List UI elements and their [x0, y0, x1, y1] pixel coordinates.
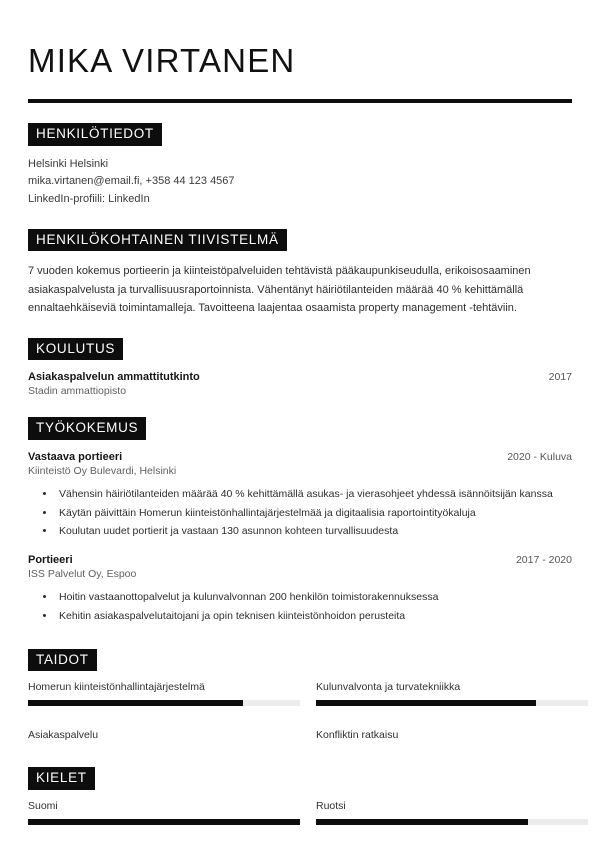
experience-entry-header: [28, 554, 572, 566]
section-personal-info: [28, 123, 572, 209]
skill-label: Kulunvalvonta ja turvatekniikka: [316, 681, 461, 694]
list-item: • Kehitin asiakaspalvelutaitojani ja opin teknisen kiinteistönhoidon perusteita: [56, 608, 572, 625]
skill-progress-fill: [316, 700, 536, 706]
header-divider: [28, 99, 572, 103]
section-heading-personal-info: HENKILÖTIEDOT: [28, 123, 162, 146]
contact-location: Helsinki Helsinki: [28, 157, 109, 170]
language-label: Ruotsi: [316, 799, 346, 812]
experience-entry-title: Portieeri: [28, 554, 73, 567]
section-experience: [28, 417, 572, 624]
languages-grid: [28, 800, 572, 830]
experience-entry-date: 2020 - Kuluva: [507, 450, 572, 463]
skill-item: [316, 681, 588, 706]
page-title: MIKA VIRTANEN: [28, 42, 296, 79]
section-heading-education: KOULUTUS: [28, 338, 123, 361]
skill-item: [28, 681, 300, 706]
skill-progress-bar: [28, 700, 300, 706]
section-heading-summary: HENKILÖKOHTAINEN TIIVISTELMÄ: [28, 229, 287, 252]
experience-entry: [28, 554, 572, 625]
skill-label: Homerun kiinteistönhallintajärjestelmä: [28, 681, 205, 694]
language-progress-bar: [28, 819, 300, 825]
skills-grid: [28, 681, 572, 753]
skill-progress-bar: [316, 700, 588, 706]
section-languages: [28, 767, 572, 830]
experience-entry-bullets: [28, 486, 572, 540]
list-item: • Vähensin häiriötilanteiden määrää 40 % kehittämällä asukas- ja vierasohjeet yhdessä isännöitsijän kanssa: [56, 486, 572, 503]
section-heading-experience: TYÖKOKEMUS: [28, 417, 146, 440]
language-progress-fill: [316, 819, 528, 825]
contact-linkedin: LinkedIn-profiili: LinkedIn: [28, 193, 150, 206]
experience-entry-company: Kiinteistö Oy Bulevardi, Helsinki: [28, 464, 177, 477]
skill-label: Asiakaspalvelu: [28, 729, 99, 742]
skill-item: [28, 729, 300, 748]
experience-entry-title: Vastaava portieeri: [28, 450, 123, 463]
section-skills: [28, 649, 572, 754]
list-item: • Koulutan uudet portierit ja vastaan 130 asunnon kohteen turvallisuudesta: [56, 523, 572, 540]
contact-block: [28, 156, 572, 209]
spacer: [316, 711, 588, 729]
skill-progress-fill: [28, 700, 243, 706]
education-entry-institution: Stadin ammattiopisto: [28, 385, 127, 398]
experience-entry-date: 2017 - 2020: [515, 554, 572, 567]
education-entry-title: Asiakaspalvelun ammattitutkinto: [28, 371, 200, 384]
language-item: [28, 800, 300, 825]
summary-text: 7 vuoden kokemus portieerin ja kiinteistöpalveluiden tehtävistä pääkaupunkiseudulla, erikoisosaaminen asiakaspalvelusta ja turvallisuusraportoinnista. Vähentänyt häiriötilanteiden määrää 40 % kehittämällä ennaltaehkäiseviä toimintamalleja. Tavoitteena laajentaa osaamista property management -tehtäviin.: [28, 265, 531, 315]
language-progress-bar: [316, 819, 588, 825]
contact-email-phone: mika.virtanen@email.fi, +358 44 123 4567: [28, 175, 235, 188]
education-entry: [28, 371, 572, 397]
language-progress-fill: [28, 819, 300, 825]
list-item: • Käytän päivittäin Homerun kiinteistönhallintajärjestelmää ja digitaalisia raportointityökaluja: [56, 505, 572, 522]
experience-entry-header: [28, 451, 572, 463]
skill-label: Konfliktin ratkaisu: [316, 729, 399, 742]
experience-entry-company: ISS Palvelut Oy, Espoo: [28, 568, 137, 581]
list-item: • Hoitin vastaanottopalvelut ja kulunvalvonnan 200 henkilön toimistorakennuksessa: [56, 589, 572, 606]
section-heading-skills: TAIDOT: [28, 649, 97, 672]
experience-entry: [28, 451, 572, 540]
language-item: [316, 800, 588, 825]
section-heading-languages: KIELET: [28, 767, 95, 790]
education-entry-header: [28, 371, 572, 383]
section-education: [28, 338, 572, 398]
experience-entry-bullets: [28, 589, 572, 625]
spacer: [28, 711, 300, 729]
section-summary: [28, 229, 572, 318]
education-entry-date: 2017: [548, 371, 572, 384]
skill-item: [316, 729, 588, 748]
language-label: Suomi: [28, 799, 58, 812]
